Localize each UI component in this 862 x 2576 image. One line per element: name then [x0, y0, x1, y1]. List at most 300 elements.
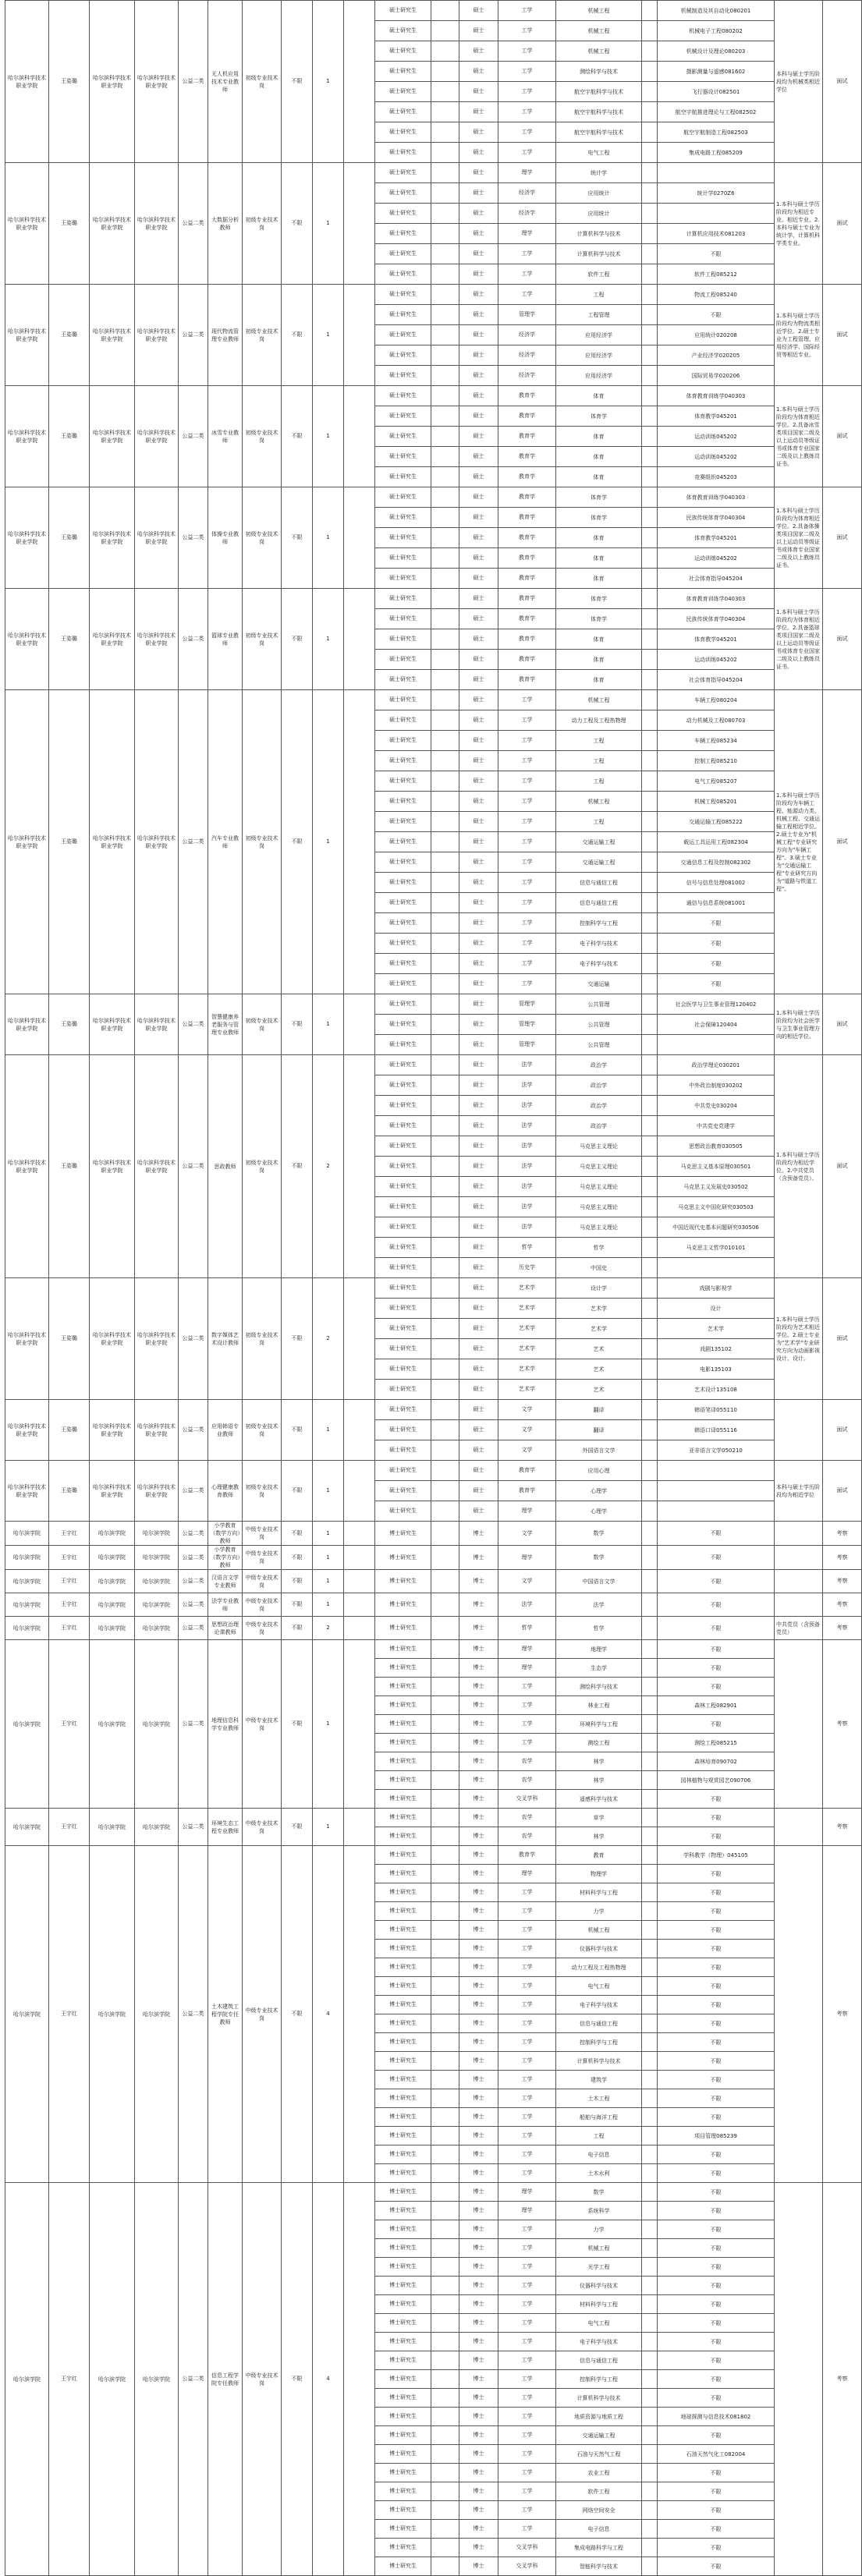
degree-level-cell: 硕士研究生: [375, 244, 431, 264]
major-cell: 思想政治教育030505: [658, 1136, 775, 1157]
discipline-cell: 工学: [498, 1, 556, 21]
spacer-cell: [642, 2539, 658, 2557]
degree-level-cell: 硕士研究生: [375, 1197, 431, 1217]
limit-cell: 不限: [282, 1617, 313, 1640]
major-cell: 车辆工程085234: [658, 731, 775, 751]
headcount-cell: 1: [313, 1546, 344, 1570]
major-cell: 集成电路工程085209: [658, 143, 775, 163]
employer-cell: 哈尔滨科学技术职业学院: [90, 690, 135, 994]
degree-cell: 博士: [459, 2258, 498, 2277]
spacer-cell: [642, 2071, 658, 2089]
degree-level-cell: 硕士研究生: [375, 812, 431, 832]
major-class-cell: 动力工程及工程热物理: [556, 1958, 642, 1977]
spacer-cell: [642, 487, 658, 508]
discipline-cell: 工学: [498, 2351, 556, 2370]
major-cell: 不限: [658, 1883, 775, 1902]
spacer-cell: [431, 1696, 459, 1715]
unit-cell: 哈尔滨学院: [5, 1593, 49, 1617]
degree-level-cell: 博士研究生: [375, 2445, 431, 2464]
discipline-cell: 管理学: [498, 994, 556, 1015]
degree-level-cell: 硕士研究生: [375, 1278, 431, 1299]
contact-cell: 王宇红: [49, 2183, 90, 2576]
spacer-cell: [642, 163, 658, 183]
major-cell: 石油天然气化工082004: [658, 2445, 775, 2464]
discipline-cell: 理学: [498, 163, 556, 183]
unit-cell: 哈尔滨科学技术职业学院: [5, 1461, 49, 1522]
major-class-cell: 控制科学与工程: [556, 2033, 642, 2052]
spacer-cell: [642, 1640, 658, 1659]
exam-method-cell: 面试: [823, 589, 862, 690]
degree-level-cell: 博士研究生: [375, 2052, 431, 2071]
degree-cell: 硕士: [459, 1481, 498, 1501]
major-cell: 不限: [658, 1678, 775, 1696]
degree-cell: 博士: [459, 1678, 498, 1696]
discipline-cell: 工学: [498, 2333, 556, 2351]
degree-cell: 硕士: [459, 82, 498, 102]
degree-cell: 硕士: [459, 285, 498, 305]
spacer-cell: [642, 122, 658, 143]
spacer-cell: [431, 771, 459, 792]
major-cell: 不限: [658, 1921, 775, 1940]
degree-cell: 博士: [459, 1977, 498, 1996]
discipline-cell: 法学: [498, 1593, 556, 1617]
spacer-cell: [431, 994, 459, 1015]
requirement-cell: 本科与硕士学历阶段均为机械类相近学位: [775, 1, 823, 163]
major-class-cell: 测绘科学与技术: [556, 62, 642, 82]
degree-level-cell: 博士研究生: [375, 1593, 431, 1617]
headcount-cell: 1: [313, 1809, 344, 1846]
spacer-cell: [431, 2014, 459, 2033]
requirement-cell: 1.本科与硕士学历阶段均为艺术相近学位。2.硕士专业为"艺术学"专业研究方向为动画影视设计、设计。: [775, 1278, 823, 1400]
spacer-cell: [642, 1865, 658, 1883]
blank-cell: [344, 1278, 375, 1400]
level-cell: 公益二类: [179, 1809, 208, 1846]
major-class-cell: 工程: [556, 731, 642, 751]
spacer-cell: [642, 1, 658, 21]
spacer-cell: [431, 82, 459, 102]
major-cell: 体育教学045201: [658, 528, 775, 548]
spacer-cell: [431, 2220, 459, 2239]
degree-cell: 硕士: [459, 1461, 498, 1481]
major-cell: [658, 163, 775, 183]
spacer-cell: [642, 2445, 658, 2464]
degree-level-cell: 博士研究生: [375, 1546, 431, 1570]
department-cell: 哈尔滨科学技术职业学院: [135, 386, 179, 487]
level-cell: 公益二类: [179, 1546, 208, 1570]
degree-level-cell: 硕士研究生: [375, 1461, 431, 1481]
major-cell: 体育教育训练学040303: [658, 386, 775, 406]
spacer-cell: [642, 1546, 658, 1570]
spacer-cell: [642, 2520, 658, 2539]
post-type-cell: 初级专业技术岗: [243, 285, 282, 386]
discipline-cell: 经济学: [498, 366, 556, 386]
major-class-cell: 政治学: [556, 1096, 642, 1116]
spacer-cell: [642, 2089, 658, 2108]
unit-cell: 哈尔滨学院: [5, 1640, 49, 1809]
spacer-cell: [642, 1790, 658, 1809]
degree-cell: 硕士: [459, 1, 498, 21]
degree-level-cell: 博士研究生: [375, 2314, 431, 2333]
discipline-cell: 教育学: [498, 548, 556, 569]
degree-cell: 硕士: [459, 467, 498, 487]
limit-cell: 不限: [282, 1640, 313, 1809]
contact-cell: 王宇红: [49, 1593, 90, 1617]
degree-level-cell: 博士研究生: [375, 2089, 431, 2108]
spacer-cell: [642, 2557, 658, 2576]
employer-cell: 哈尔滨科学技术职业学院: [90, 1400, 135, 1461]
degree-cell: 硕士: [459, 1258, 498, 1278]
requirement-cell: 1.本科与硕士学历阶段均为体育相近学位。2.具备体操类项目国家二级及以上运动员等级证书或体育专业国家二级及以上教练员证书。: [775, 487, 823, 589]
headcount-cell: 2: [313, 1055, 344, 1278]
discipline-cell: 理学: [498, 1865, 556, 1883]
discipline-cell: 法学: [498, 1116, 556, 1136]
degree-cell: 博士: [459, 1715, 498, 1734]
degree-level-cell: 硕士研究生: [375, 792, 431, 812]
blank-cell: [344, 1055, 375, 1278]
degree-level-cell: 博士研究生: [375, 2295, 431, 2314]
major-class-cell: 材料科学与工程: [556, 1883, 642, 1902]
degree-cell: 硕士: [459, 1339, 498, 1359]
degree-cell: 博士: [459, 1734, 498, 1752]
discipline-cell: 工学: [498, 2464, 556, 2482]
degree-level-cell: 博士研究生: [375, 2351, 431, 2370]
post-type-cell: 初级专业技术岗: [243, 163, 282, 285]
post-name-cell: 智慧健康养老服务与管理专业教师: [208, 994, 243, 1055]
level-cell: 公益二类: [179, 1617, 208, 1640]
major-class-cell: 生态学: [556, 1659, 642, 1678]
major-cell: 不限: [658, 1617, 775, 1640]
major-class-cell: 公共管理: [556, 1015, 642, 1035]
major-class-cell: 马克思主义理论: [556, 1217, 642, 1238]
requirement-cell: 1.本科与硕士学历阶段均为社会医学与卫生事业管理方向的相近学位。: [775, 994, 823, 1055]
degree-cell: 硕士: [459, 670, 498, 690]
level-cell: 公益二类: [179, 994, 208, 1055]
contact-cell: 王姿璐: [49, 386, 90, 487]
requirement-cell: [775, 1522, 823, 1546]
blank-cell: [344, 386, 375, 487]
major-cell: 软件工程085212: [658, 264, 775, 285]
headcount-cell: 1: [313, 1, 344, 163]
degree-cell: 硕士: [459, 1319, 498, 1339]
post-type-cell: 初级专业技术岗: [243, 1, 282, 163]
table-row: [5, 163, 862, 183]
spacer-cell: [431, 122, 459, 143]
discipline-cell: 文学: [498, 1420, 556, 1440]
discipline-cell: 经济学: [498, 325, 556, 345]
discipline-cell: 艺术学: [498, 1339, 556, 1359]
major-cell: 社会体育指导045204: [658, 670, 775, 690]
unit-cell: 哈尔滨科学技术职业学院: [5, 386, 49, 487]
major-class-cell: 航空宇航科学与技术: [556, 122, 642, 143]
major-cell: [658, 1461, 775, 1481]
unit-cell: 哈尔滨科学技术职业学院: [5, 690, 49, 994]
spacer-cell: [642, 264, 658, 285]
limit-cell: 不限: [282, 1593, 313, 1617]
department-cell: 哈尔滨学院: [135, 1846, 179, 2183]
degree-cell: 博士: [459, 1958, 498, 1977]
blank-cell: [344, 1, 375, 163]
spacer-cell: [431, 710, 459, 731]
spacer-cell: [431, 386, 459, 406]
employer-cell: 哈尔滨科学技术职业学院: [90, 1278, 135, 1400]
spacer-cell: [642, 893, 658, 913]
spacer-cell: [431, 1217, 459, 1238]
spacer-cell: [642, 2239, 658, 2258]
discipline-cell: 工学: [498, 1902, 556, 1921]
major-class-cell: 测绘工程: [556, 1734, 642, 1752]
exam-method-cell: 面试: [823, 1400, 862, 1461]
major-cell: 社会保障120404: [658, 1015, 775, 1035]
exam-method-cell: 考察: [823, 1546, 862, 1570]
spacer-cell: [431, 2164, 459, 2183]
major-class-cell: 力学: [556, 2220, 642, 2239]
limit-cell: 不限: [282, 1, 313, 163]
spacer-cell: [431, 913, 459, 934]
degree-cell: 硕士: [459, 427, 498, 447]
spacer-cell: [642, 1846, 658, 1865]
discipline-cell: 教育学: [498, 487, 556, 508]
major-class-cell: 体育: [556, 528, 642, 548]
headcount-cell: 1: [313, 487, 344, 589]
table-row: [5, 487, 862, 508]
discipline-cell: 工学: [498, 1977, 556, 1996]
major-class-cell: 应用经济学: [556, 345, 642, 366]
limit-cell: 不限: [282, 690, 313, 994]
spacer-cell: [642, 325, 658, 345]
degree-cell: 硕士: [459, 548, 498, 569]
requirement-cell: 1.本科与硕士学历阶段均为车辆工程、能源动力类、机械工程、交通运输工程相近学位。2.硕士专业为"机械工程"专业研究方向为"车辆工程"。3.硕士专业为"交通运输工程"专业研究方向为"道路与铁道工程"。: [775, 690, 823, 994]
degree-level-cell: 博士研究生: [375, 2333, 431, 2351]
spacer-cell: [642, 427, 658, 447]
spacer-cell: [431, 1197, 459, 1217]
exam-method-cell: 考察: [823, 1570, 862, 1593]
degree-cell: 博士: [459, 2014, 498, 2033]
headcount-cell: 4: [313, 2183, 344, 2576]
major-cell: 不限: [658, 2314, 775, 2333]
major-class-cell: 交通运输: [556, 974, 642, 994]
discipline-cell: 教育学: [498, 1481, 556, 1501]
degree-level-cell: 博士研究生: [375, 2464, 431, 2482]
degree-cell: 博士: [459, 1921, 498, 1940]
discipline-cell: 工学: [498, 1958, 556, 1977]
degree-level-cell: 博士研究生: [375, 1827, 431, 1846]
discipline-cell: 工学: [498, 2445, 556, 2464]
exam-method-cell: 面试: [823, 1461, 862, 1522]
degree-cell: 博士: [459, 1865, 498, 1883]
major-cell: 运动训练045202: [658, 447, 775, 467]
post-name-cell: 思政教师: [208, 1055, 243, 1278]
discipline-cell: 工学: [498, 1883, 556, 1902]
spacer-cell: [431, 2295, 459, 2314]
discipline-cell: 法学: [498, 1157, 556, 1177]
degree-cell: 博士: [459, 1940, 498, 1958]
degree-level-cell: 硕士研究生: [375, 690, 431, 710]
headcount-cell: 1: [313, 386, 344, 487]
spacer-cell: [431, 1734, 459, 1752]
major-class-cell: 教育: [556, 1846, 642, 1865]
degree-level-cell: 硕士研究生: [375, 771, 431, 792]
post-name-cell: 信息工程学院专任教师: [208, 2183, 243, 2576]
spacer-cell: [431, 2108, 459, 2127]
degree-cell: 博士: [459, 2426, 498, 2445]
spacer-cell: [431, 2333, 459, 2351]
degree-level-cell: 硕士研究生: [375, 751, 431, 771]
degree-cell: 硕士: [459, 1075, 498, 1096]
major-class-cell: 控制科学与工程: [556, 913, 642, 934]
spacer-cell: [431, 41, 459, 62]
blank-cell: [344, 1400, 375, 1461]
level-cell: 公益二类: [179, 589, 208, 690]
major-cell: 载运工具运用工程082304: [658, 832, 775, 852]
major-class-cell: 艺术: [556, 1359, 642, 1380]
spacer-cell: [431, 102, 459, 122]
discipline-cell: 经济学: [498, 183, 556, 204]
spacer-cell: [431, 285, 459, 305]
discipline-cell: 教育学: [498, 427, 556, 447]
requirement-cell: 1.本科与硕士学历阶段均为体育相近学位。2.具备篮球类项目国家二级及以上运动员等级证书或体育专业国家二级及以上教练员证书。: [775, 589, 823, 690]
discipline-cell: 工学: [498, 244, 556, 264]
major-cell: 不限: [658, 2108, 775, 2127]
spacer-cell: [431, 1640, 459, 1659]
spacer-cell: [642, 1715, 658, 1734]
degree-level-cell: 博士研究生: [375, 2539, 431, 2557]
major-cell: [658, 1481, 775, 1501]
degree-level-cell: 硕士研究生: [375, 1075, 431, 1096]
discipline-cell: 教育学: [498, 1461, 556, 1481]
major-cell: 体育教育训练学040303: [658, 589, 775, 609]
spacer-cell: [642, 1359, 658, 1380]
spacer-cell: [431, 345, 459, 366]
discipline-cell: 文学: [498, 1570, 556, 1593]
major-cell: 计算机应用技术081203: [658, 224, 775, 244]
employer-cell: 哈尔滨科学技术职业学院: [90, 994, 135, 1055]
spacer-cell: [431, 1015, 459, 1035]
degree-cell: 硕士: [459, 954, 498, 974]
discipline-cell: 工学: [498, 285, 556, 305]
spacer-cell: [431, 2445, 459, 2464]
major-class-cell: 工程: [556, 771, 642, 792]
spacer-cell: [642, 102, 658, 122]
discipline-cell: 教育学: [498, 406, 556, 427]
major-class-cell: 环境科学与工程: [556, 1715, 642, 1734]
spacer-cell: [642, 1481, 658, 1501]
degree-cell: 硕士: [459, 102, 498, 122]
discipline-cell: 管理学: [498, 305, 556, 325]
major-class-cell: 数学: [556, 1546, 642, 1570]
discipline-cell: 工学: [498, 710, 556, 731]
major-class-cell: 政治学: [556, 1116, 642, 1136]
spacer-cell: [642, 345, 658, 366]
spacer-cell: [431, 1846, 459, 1865]
major-cell: 不限: [658, 2295, 775, 2314]
major-cell: [658, 1501, 775, 1522]
table-row: [5, 589, 862, 609]
spacer-cell: [431, 1809, 459, 1827]
degree-cell: 博士: [459, 2408, 498, 2426]
exam-method-cell: 面试: [823, 386, 862, 487]
spacer-cell: [431, 1420, 459, 1440]
degree-level-cell: 博士研究生: [375, 2183, 431, 2202]
major-cell: 中共党史党建学: [658, 1116, 775, 1136]
degree-level-cell: 博士研究生: [375, 1902, 431, 1921]
spacer-cell: [431, 1075, 459, 1096]
degree-level-cell: 博士研究生: [375, 1771, 431, 1790]
degree-level-cell: 硕士研究生: [375, 1055, 431, 1075]
table-row: [5, 1846, 862, 1865]
major-class-cell: 设计学: [556, 1278, 642, 1299]
degree-cell: 硕士: [459, 21, 498, 41]
degree-level-cell: 硕士研究生: [375, 386, 431, 406]
employer-cell: 哈尔滨学院: [90, 1593, 135, 1617]
spacer-cell: [431, 1522, 459, 1546]
major-class-cell: 信息与通信工程: [556, 893, 642, 913]
spacer-cell: [642, 183, 658, 204]
spacer-cell: [431, 1883, 459, 1902]
major-cell: [658, 204, 775, 224]
headcount-cell: 1: [313, 1640, 344, 1809]
degree-cell: 硕士: [459, 1238, 498, 1258]
degree-level-cell: 博士研究生: [375, 2108, 431, 2127]
spacer-cell: [642, 2351, 658, 2370]
table-row: [5, 285, 862, 305]
major-cell: 社会体育指导045204: [658, 569, 775, 589]
level-cell: 公益二类: [179, 1278, 208, 1400]
exam-method-cell: 考察: [823, 1617, 862, 1640]
major-cell: 政治学理论030201: [658, 1055, 775, 1075]
major-cell: 民族传统体育学040304: [658, 508, 775, 528]
contact-cell: 王宇红: [49, 1570, 90, 1593]
level-cell: 公益二类: [179, 1, 208, 163]
major-class-cell: 电子科学与技术: [556, 954, 642, 974]
degree-cell: 博士: [459, 2314, 498, 2333]
major-class-cell: 数学: [556, 1522, 642, 1546]
major-cell: 不限: [658, 1940, 775, 1958]
department-cell: 哈尔滨学院: [135, 1617, 179, 1640]
major-class-cell: 翻译: [556, 1400, 642, 1420]
major-cell: 体育教学045201: [658, 629, 775, 650]
major-cell: 韩语口译055116: [658, 1420, 775, 1440]
major-class-cell: 电子科学与技术: [556, 934, 642, 954]
spacer-cell: [642, 366, 658, 386]
post-type-cell: 中级专业技术岗: [243, 1546, 282, 1570]
major-cell: 社会医学与卫生事业管理120402: [658, 994, 775, 1015]
major-cell: 运动训练045202: [658, 548, 775, 569]
degree-cell: 硕士: [459, 771, 498, 792]
requirement-cell: 中共党员（含预备党员）: [775, 1617, 823, 1640]
spacer-cell: [642, 285, 658, 305]
headcount-cell: 2: [313, 1278, 344, 1400]
degree-level-cell: 硕士研究生: [375, 1299, 431, 1319]
unit-cell: 哈尔滨科学技术职业学院: [5, 487, 49, 589]
post-name-cell: 思想政治理论课教师: [208, 1617, 243, 1640]
limit-cell: 不限: [282, 1461, 313, 1522]
degree-cell: 硕士: [459, 1136, 498, 1157]
blank-cell: [344, 690, 375, 994]
spacer-cell: [431, 934, 459, 954]
major-cell: 摄影测量与遥感081602: [658, 62, 775, 82]
spacer-cell: [642, 974, 658, 994]
major-cell: 信号与信息处理081002: [658, 873, 775, 893]
degree-level-cell: 硕士研究生: [375, 345, 431, 366]
discipline-cell: 农学: [498, 1827, 556, 1846]
limit-cell: 不限: [282, 487, 313, 589]
major-class-cell: 控制科学与工程: [556, 2370, 642, 2389]
major-cell: 不限: [658, 974, 775, 994]
table-row: [5, 1570, 862, 1593]
table-row: [5, 690, 862, 710]
degree-cell: 硕士: [459, 386, 498, 406]
spacer-cell: [642, 1055, 658, 1075]
